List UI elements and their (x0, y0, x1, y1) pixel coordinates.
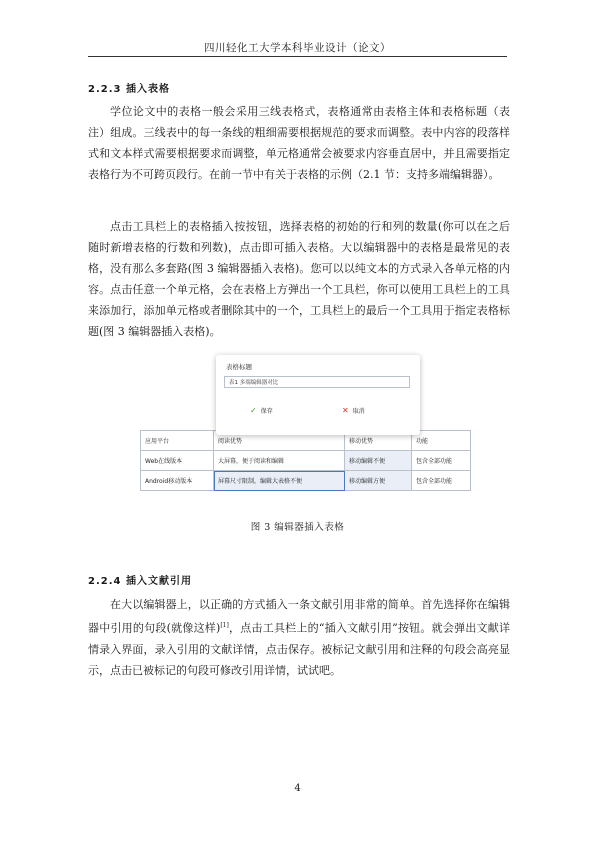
close-icon: ✕ (342, 406, 349, 415)
cancel-button[interactable] (342, 406, 365, 415)
page-number: 4 (294, 783, 301, 794)
citation-text-part2: ，点击工具栏上的“插入文献引用”按钮。就会弹出文献详情录入界面，录入引用的文献详情，点击保存。被标记文献引用和注释的句段会高亮显示，点击已被标记的句段可修改引用详情，试试吧。 (88, 621, 510, 677)
check-icon: ✓ (250, 406, 257, 415)
citation-text-part1: 在大以编辑器上，以正确的方式插入一条文献引用非常的简单。首先选择你在编辑器中引用的句段(就像这样) (88, 598, 510, 635)
table-cell[interactable]: 大屏幕，便于阅读和编辑 (214, 451, 345, 471)
table-cell[interactable]: 移动编辑方便 (345, 471, 412, 491)
dialog-title: 表格标题 (226, 363, 252, 371)
table-cell-selected[interactable]: 屏幕尺寸限制，编辑大表格不便 (214, 471, 345, 491)
table-header-cell[interactable]: 移动优势 (345, 431, 412, 451)
table-row (141, 471, 471, 491)
paragraph-table-howto: 点击工具栏上的表格插入按按钮，选择表格的初始的行和列的数量(你可以在之后随时新增表格的行数和列数)，点击即可插入表格。大以编辑器中的表格是最常见的表格，没有那么多套路(图 3 编辑器插入表格)。您可以以纯文本的方式录入各单元格的内容。点击任意一个单元格，会在表格上方弹出一个工具栏，你可以使用工具栏上的工具来添加行，添加单元格或者删除其中的一个，工具栏上的最后一个工具用于指定表格标题(图 3 编辑器插入表格)。 (88, 220, 510, 338)
cancel-label: 取消 (352, 408, 365, 415)
save-button[interactable] (250, 406, 273, 415)
editor-table (140, 430, 471, 491)
table-caption-dialog (216, 355, 420, 435)
page-header: 四川轻化工大学本科毕业设计（论文） (204, 42, 391, 54)
paragraph-table-intro: 学位论文中的表格一般会采用三线表格式，表格通常由表格主体和表格标题（表注）组成。三线表中的每一条线的粗细需要根据规范的要求而调整。表中内容的段落样式和文本样式需要根据要求而调整，单元格通常会被要求内容垂直居中，并且需要指定表格行为不可跨页段行。在前一节中有关于表格的示例（2.1 节：支持多端编辑器）。 (88, 105, 510, 181)
editor-figure (140, 355, 526, 500)
table-header-cell[interactable]: 阅读优势 (214, 431, 345, 451)
table-row (141, 451, 471, 471)
paragraph-citation (88, 594, 510, 681)
table-cell[interactable]: 包含全部功能 (412, 451, 471, 471)
save-label: 保存 (260, 408, 273, 415)
table-cell[interactable]: 包含全部功能 (412, 471, 471, 491)
section-heading-insert-citation: 2.2.4 插入文献引用 (88, 576, 192, 587)
table-cell[interactable]: Android移动版本 (141, 471, 214, 491)
caption-input[interactable]: 表1 多端编辑器对比 (224, 376, 410, 388)
header-rule (88, 56, 507, 57)
table-cell[interactable]: Web在线版本 (141, 451, 214, 471)
table-header-cell[interactable]: 应用平台 (141, 431, 214, 451)
citation-marker[interactable]: [1] (220, 622, 229, 629)
section-heading-insert-table: 2.2.3 插入表格 (88, 84, 170, 95)
table-cell[interactable]: 移动编辑不便 (345, 451, 412, 471)
figure-caption: 图 3 编辑器插入表格 (250, 522, 345, 533)
table-header-cell[interactable]: 功能 (412, 431, 471, 451)
